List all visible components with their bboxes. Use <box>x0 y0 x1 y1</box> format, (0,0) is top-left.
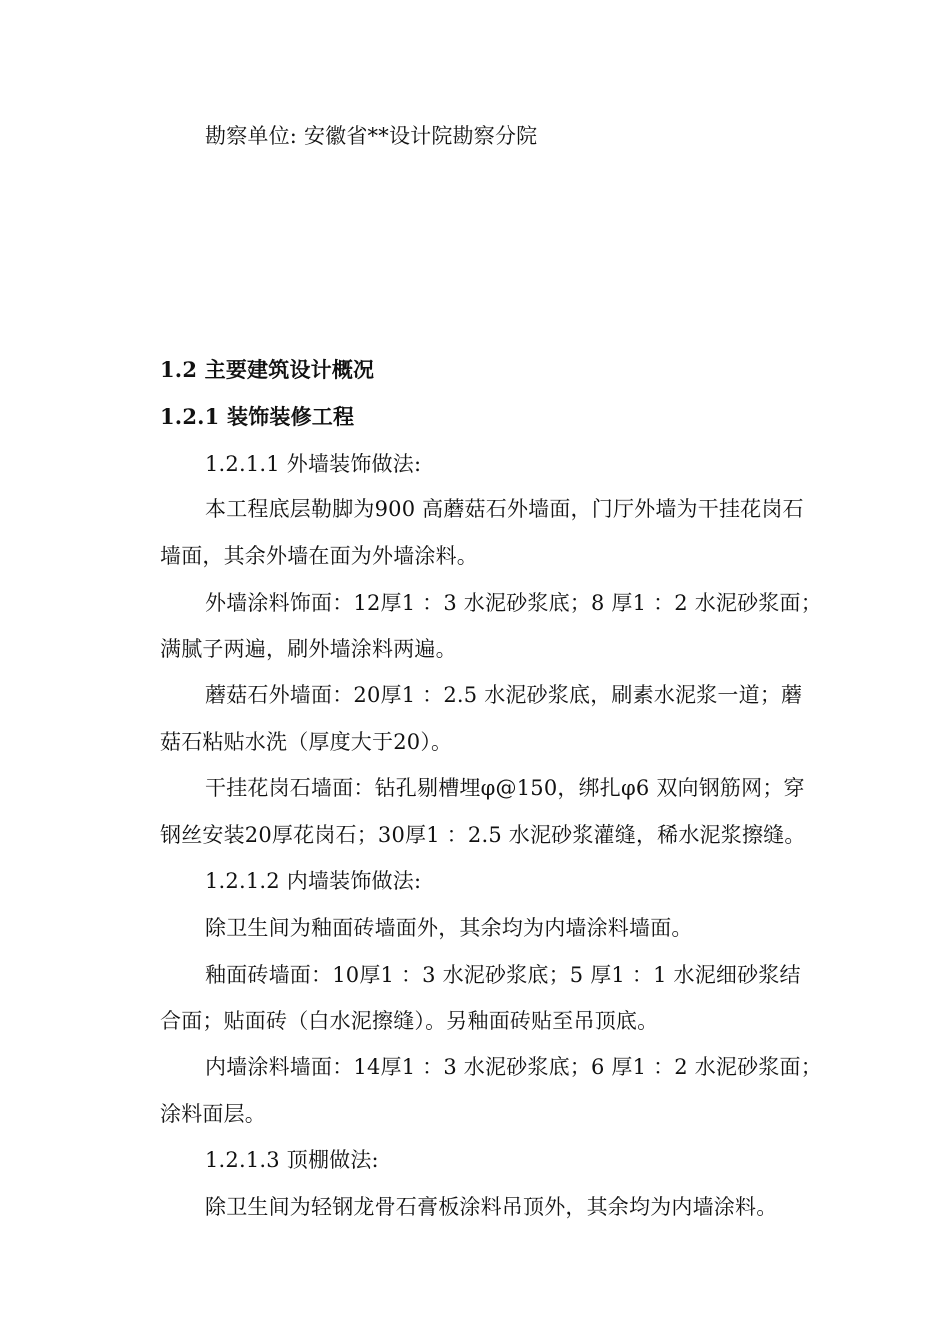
paragraph-line: 墙面，其余外墙在面为外墙涂料。 <box>160 544 478 568</box>
subsection-heading-1-2-1-2: 1.2.1.2 内墙装饰做法: <box>205 869 422 893</box>
paragraph-line: 合面；贴面砖（白水泥擦缝）。另釉面砖贴至吊顶底。 <box>160 1009 659 1033</box>
subsection-heading-1-2-1-3: 1.2.1.3 顶棚做法: <box>205 1148 379 1172</box>
survey-unit-line: 勘察单位: 安徽省**设计院勘察分院 <box>205 124 538 148</box>
paragraph-line: 钢丝安装20厚花岗石；30厚1 ：2.5 水泥砂浆灌缝，稀水泥浆擦缝。 <box>160 823 806 847</box>
paragraph-line: 外墙涂料饰面：12厚1 ：3 水泥砂浆底；8 厚1 ：2 水泥砂浆面； <box>205 591 822 615</box>
paragraph-line: 干挂花岗石墙面：钻孔剔槽埋φ@150，绑扎φ6 双向钢筋网；穿 <box>205 776 805 800</box>
paragraph-line: 本工程底层勒脚为900 高蘑菇石外墙面，门厅外墙为干挂花岗石 <box>205 497 804 521</box>
section-heading-1-2: 1.2 主要建筑设计概况 <box>160 357 375 382</box>
paragraph-line: 蘑菇石外墙面：20厚1 ：2.5 水泥砂浆底，刷素水泥浆一道；蘑 <box>205 683 803 707</box>
paragraph-line: 菇石粘贴水洗（厚度大于20）。 <box>160 730 453 754</box>
paragraph-line: 涂料面层。 <box>160 1102 266 1126</box>
paragraph-line: 除卫生间为轻钢龙骨石膏板涂料吊顶外，其余均为内墙涂料。 <box>205 1195 778 1219</box>
paragraph-line: 釉面砖墙面：10厚1 ：3 水泥砂浆底；5 厚1 ：1 水泥细砂浆结 <box>205 963 801 987</box>
subsection-heading-1-2-1-1: 1.2.1.1 外墙装饰做法: <box>205 452 422 476</box>
section-heading-1-2-1: 1.2.1 装饰装修工程 <box>160 404 355 429</box>
paragraph-line: 内墙涂料墙面：14厚1 ：3 水泥砂浆底；6 厚1 ：2 水泥砂浆面； <box>205 1055 822 1079</box>
paragraph-line: 除卫生间为釉面砖墙面外，其余均为内墙涂料墙面。 <box>205 916 693 940</box>
paragraph-line: 满腻子两遍，刷外墙涂料两遍。 <box>160 637 457 661</box>
